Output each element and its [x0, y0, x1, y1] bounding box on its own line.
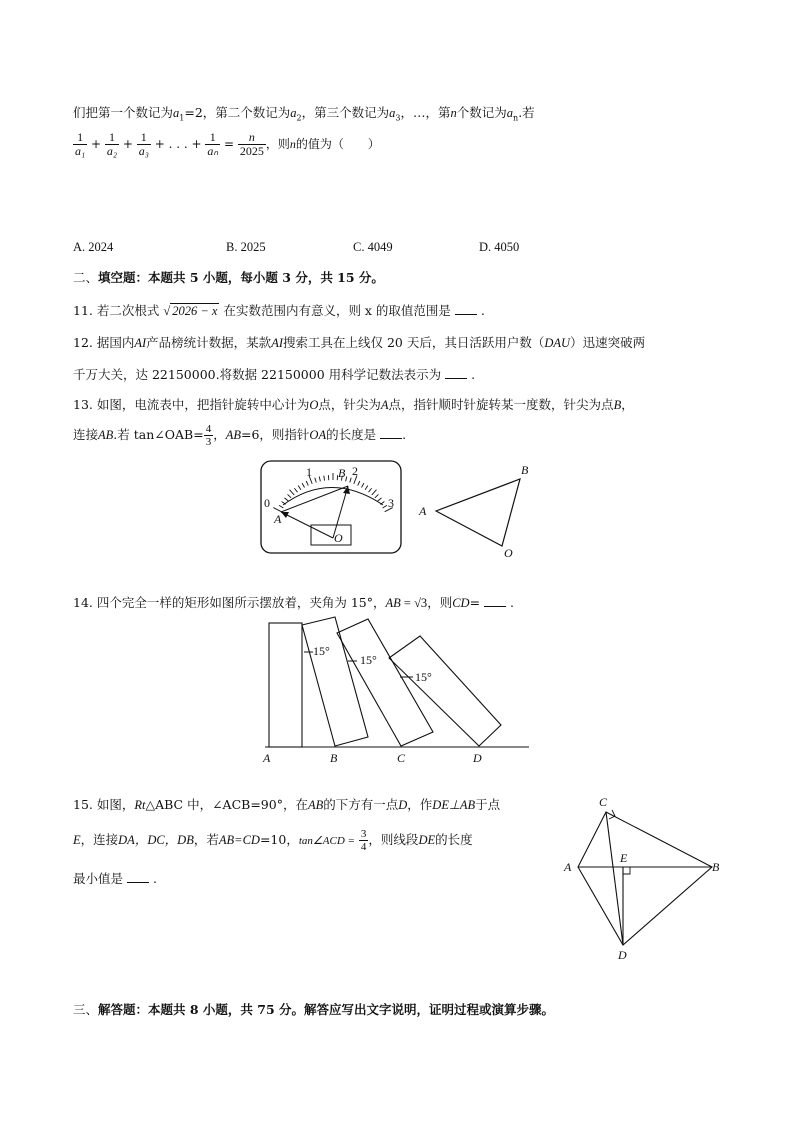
q13-answer-blank[interactable]	[380, 426, 402, 439]
scale-tick	[306, 481, 308, 486]
q14: 14. 四个完全一样的矩形如图所示摆放着，夹角为 15°，AB = √3，则CD= .	[73, 595, 515, 610]
section3-heading: 三、解答题：本题共 8 小题，共 75 分。解答应写出文字说明，证明过程或演算步骤。	[73, 1002, 555, 1017]
scale-tick	[372, 490, 377, 495]
q13-ammeter-figure	[255, 458, 410, 558]
q10-option-b[interactable]: B. 2025	[226, 240, 266, 254]
tri-label-o: O	[504, 546, 513, 560]
label-c: C	[599, 795, 608, 809]
tick-label-1: 1	[306, 465, 312, 479]
scale-tick	[288, 494, 292, 497]
q12-line1: 12. 据国内AI产品榜统计数据，某款AI搜索工具在上线仅 20 天后，其日活跃用户数（DAU）迅速突破两	[73, 335, 646, 350]
q10-option-a[interactable]: A. 2024	[73, 240, 114, 254]
scale-tick	[315, 478, 316, 483]
q12-answer-blank[interactable]	[445, 366, 467, 379]
meter-label-a: A	[274, 512, 282, 526]
label-e: E	[620, 851, 628, 865]
angle-label-3: 15°	[415, 670, 432, 684]
section2-heading: 二、填空题：本题共 5 小题，每小题 3 分，共 15 分。	[73, 270, 384, 285]
q11: 11. 若二次根式 √ 2026 − x 在实数范围内有意义，则 x 的取值范围是 .	[73, 303, 485, 318]
rectangle-4	[389, 636, 501, 746]
q15-line1: 15. 如图，Rt△ABC 中，∠ACB=90°，在AB的下方有一点D，作DE⊥AB于点	[73, 797, 501, 812]
tick-label-3: 3	[388, 496, 394, 510]
q14-rectangles-figure	[255, 615, 535, 767]
q14-answer-blank[interactable]	[484, 594, 506, 607]
rectangle-2	[302, 617, 368, 746]
label-d: D	[618, 948, 627, 962]
scale-tick	[375, 494, 379, 497]
tick-label-0: 0	[264, 496, 270, 510]
q12-line2: 千万大关，达 22150000.将数据 22150000 用科学记数法表示为 .	[73, 367, 476, 382]
scale-tick	[290, 490, 295, 495]
q13-line2: 连接AB.若 tan∠OAB= $\frac{4}{3}$ ，AB=6，则指针OA的长度是 .	[73, 423, 407, 449]
scale-tick	[279, 505, 283, 508]
q11-answer-blank[interactable]	[455, 302, 477, 315]
point-label-b: B	[330, 751, 338, 765]
point-label-d: D	[473, 751, 482, 765]
right-angle-e-icon	[623, 867, 630, 874]
scale-tick	[294, 488, 297, 492]
q10-line1: 们把第一个数记为$a_1=2$，第二个数记为$a_2$，第三个数记为$a_3$，…，第n个数记为$a_n$.若	[73, 105, 535, 123]
scale-tick	[302, 483, 304, 487]
scale-tick	[350, 478, 351, 483]
scale-tick	[365, 486, 368, 490]
scale-tick	[378, 498, 382, 501]
q13-tan-fraction: $\frac{4}{3}$	[205, 423, 212, 449]
label-a: A	[564, 860, 572, 874]
scale-tick	[346, 477, 347, 482]
q13-triangle-figure	[414, 458, 539, 560]
q15-geometry-figure	[560, 790, 730, 965]
frac-1-a1: $\frac{1}{\text{a₁}}$	[75, 130, 86, 159]
meter-label-b: B	[338, 466, 346, 480]
scale-tick	[358, 481, 360, 486]
meter-label-o: O	[334, 531, 343, 545]
frac-1-a3: $\frac{1}{\text{a₃}}$	[138, 130, 149, 159]
label-b: B	[712, 860, 720, 874]
tick-label-2: 2	[352, 464, 358, 478]
q15-answer-blank[interactable]	[127, 870, 149, 883]
scale-tick	[284, 498, 288, 501]
frac-1-an: $\frac{1}{\text{aₙ}}$	[207, 130, 219, 159]
rectangle-1	[269, 623, 302, 747]
tri-label-b: B	[521, 463, 529, 477]
q11-radicand: 2026 − x	[172, 304, 218, 318]
scale-tick	[383, 505, 387, 508]
scale-tick	[298, 486, 301, 490]
q15-line3: 最小值是 .	[73, 871, 157, 886]
q10-option-c[interactable]: C. 4049	[353, 240, 393, 254]
angle-label-1: 15°	[313, 644, 330, 658]
tri-label-a: A	[419, 504, 427, 518]
scale-tick	[324, 476, 325, 481]
scale-tick	[361, 483, 363, 487]
scale-tick	[369, 488, 372, 492]
point-label-c: C	[397, 751, 406, 765]
q13-line1: 13. 如图，电流表中，把指针旋转中心计为O点，针尖为A点，指针顺时针旋转某一度数，针尖为点B，	[73, 397, 634, 412]
frac-n-2025: $\frac{n}{2025}$	[239, 130, 264, 159]
point-label-a: A	[263, 751, 271, 765]
angle-label-2: 15°	[360, 653, 377, 667]
q15-tan-fraction: $\frac{3}{4}$	[360, 828, 367, 854]
q10-option-d[interactable]: D. 4050	[479, 240, 520, 254]
q15-line2: E，连接DA，DC，DB，若AB=CD=10，tan∠ACD = $\frac{3}{4}$ ，则线段DE的长度	[73, 828, 473, 854]
q10-equation: $\frac{1}{\text{a₁}}$ + $\frac{1}{\text{a₂}}$ + $\frac{1}{\text{a₃}}$ + . . . + $\frac{1}{\text{aₙ}}$ = $\frac{n}{2025}$ ，则n的值为（ ）	[75, 130, 380, 159]
scale-tick	[319, 477, 320, 482]
frac-1-a2: $\frac{1}{\text{a₂}}$	[106, 130, 118, 159]
